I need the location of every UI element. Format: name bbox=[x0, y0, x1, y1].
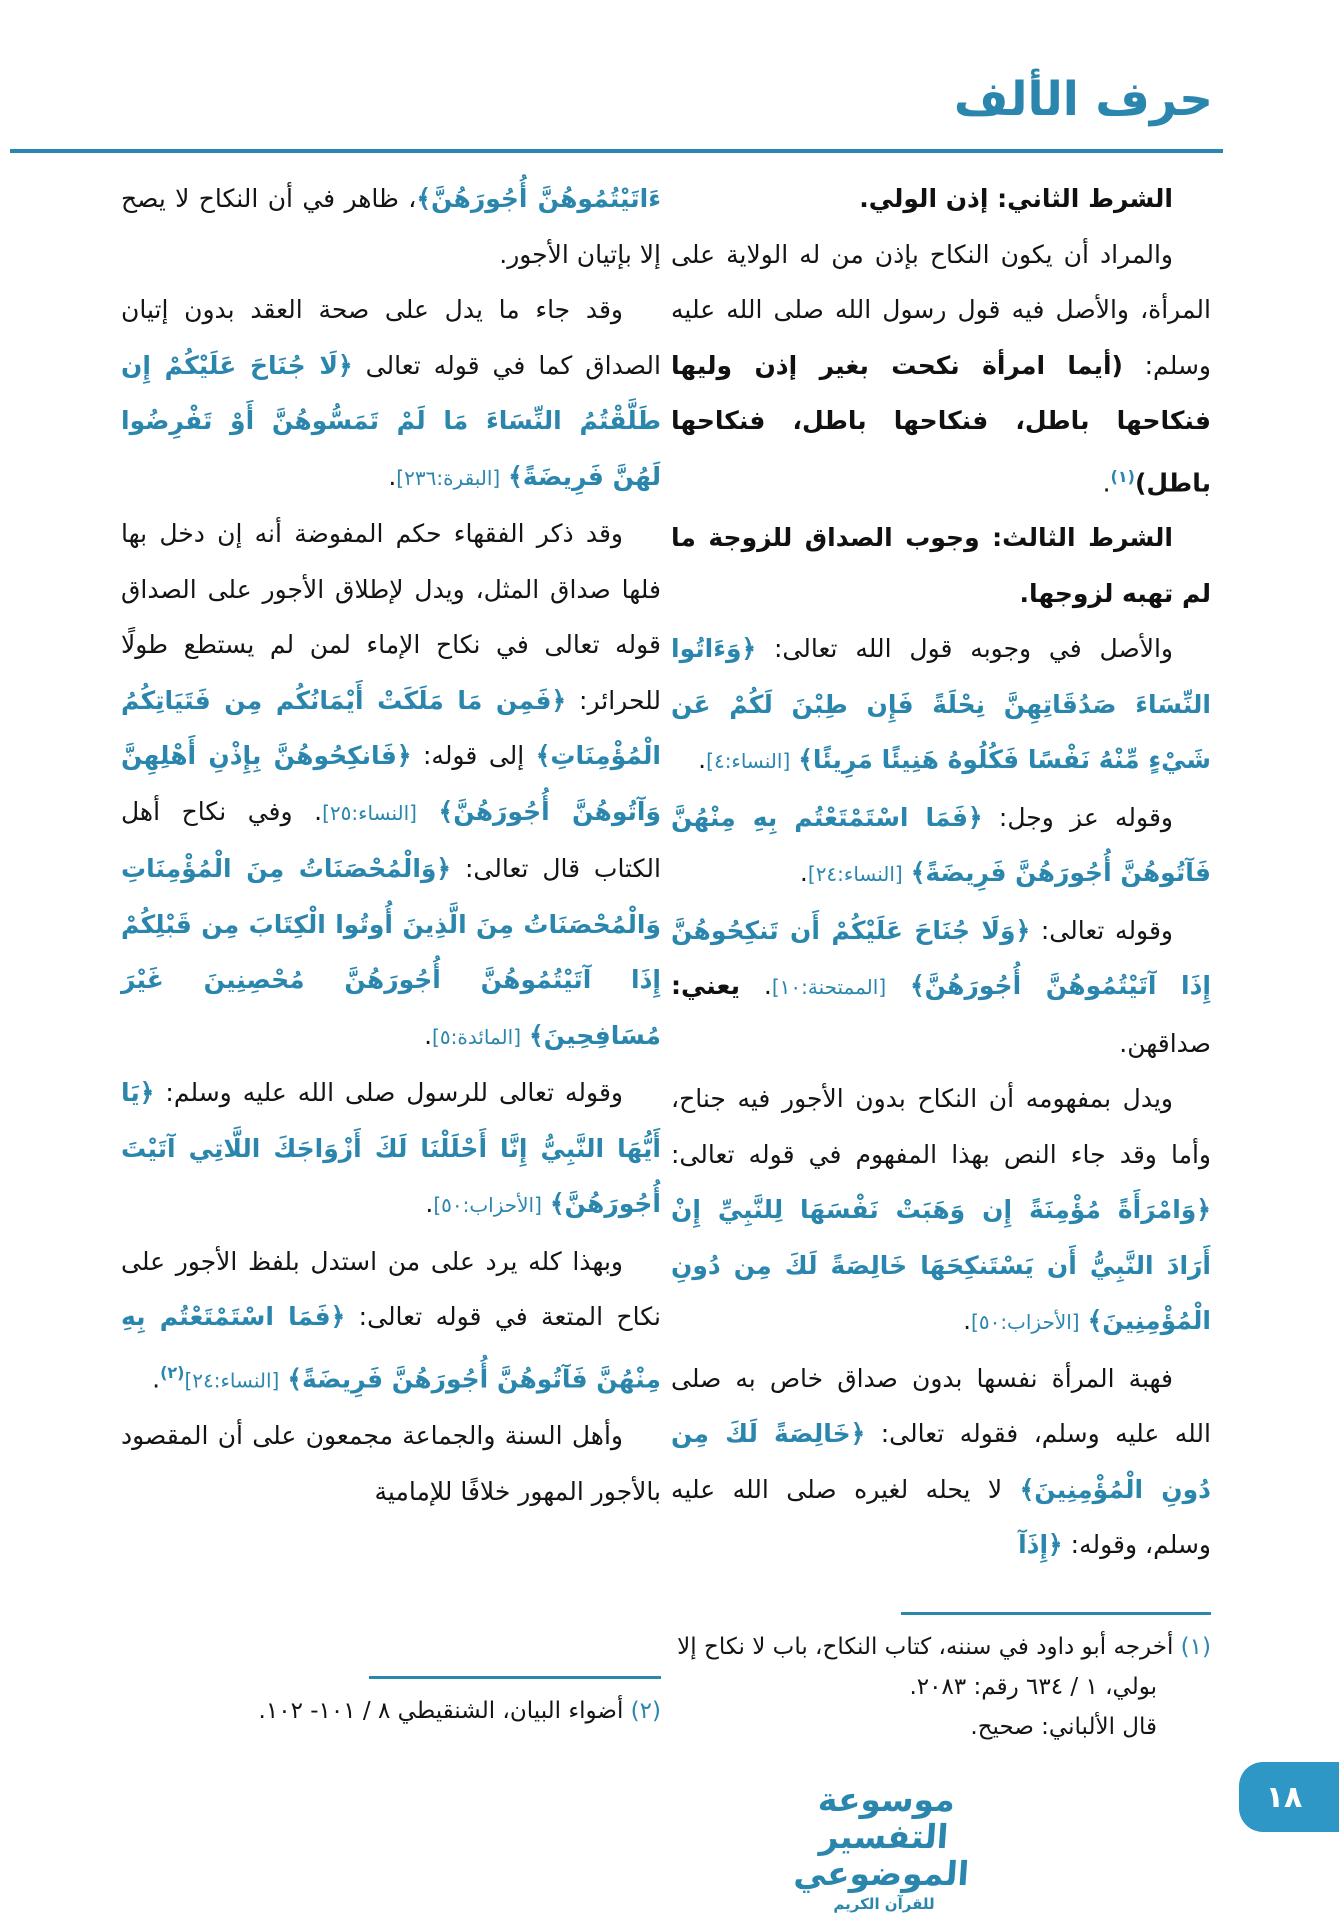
quran-verse: ﴿وَلَا جُنَاحَ عَلَيْكُمْ أَن تَنكِحُوهُنَّ إِذَا آتَيْتُمُوهُنَّ أُجُورَهُنَّ﴾ bbox=[671, 915, 1211, 1001]
text-run: وأهل السنة والجماعة مجمعون على أن المقصود بالأجور المهور خلافًا للإمامية bbox=[121, 1421, 661, 1506]
paragraph bbox=[671, 1351, 1211, 1573]
footnote-marker: (١) bbox=[1110, 466, 1135, 486]
quran-verse: ﴿وَءَاتُوا النِّسَاءَ صَدُقَاتِهِنَّ نِحْلَةً فَإِن طِبْنَ لَكُمْ عَن شَيْءٍ مِّنْهُ نَفْسًا فَكُلُوهُ هَنِيئًا مَرِيئًا﴾ bbox=[671, 634, 1211, 775]
quran-verse: ﴿فَمَا اسْتَمْتَعْتُم بِهِ مِنْهُنَّ فَآتُوهُنَّ أُجُورَهُنَّ فَرِيضَةً﴾ bbox=[121, 1302, 661, 1393]
text-run bbox=[886, 971, 910, 1000]
paragraph bbox=[121, 1408, 661, 1519]
text-run: قال الألباني: صحيح. bbox=[970, 1714, 1157, 1740]
text-run bbox=[1080, 1306, 1088, 1335]
quran-verse: ﴿يَا أَيُّهَا النَّبِيُّ إِنَّا أَحْلَلْنَا لَكَ أَزْوَاجَكَ اللَّاتِي آتَيْتَ أُجُورَهُنَّ﴾ bbox=[121, 1078, 661, 1218]
publisher-logo-title: موسوعة التفسير الموضوعي bbox=[792, 1780, 971, 1893]
emphasized-text: الشرط الثاني: إذن الولي. bbox=[859, 184, 1173, 213]
quran-verse: ﴿فَانكِحُوهُنَّ بِإِذْنِ أَهْلِهِنَّ وَآتُوهُنَّ أُجُورَهُنَّ﴾ bbox=[121, 741, 662, 826]
paragraph bbox=[121, 1065, 661, 1234]
text-run: . bbox=[799, 858, 808, 888]
text-run: ويدل بمفهومه أن النكاح بدون الأجور فيه جناح، وأما وقد جاء النص بهذا المفهوم في قوله تعالى: bbox=[671, 1084, 1211, 1169]
text-run bbox=[521, 1021, 529, 1050]
publisher-logo bbox=[759, 1782, 1009, 1913]
verse-reference: [البقرة:٢٣٦] bbox=[396, 465, 501, 490]
footnotes-left bbox=[121, 1676, 661, 1731]
text-run: وقد جاء ما يدل على صحة العقد بدون إتيان الصداق كما في قوله تعالى bbox=[121, 295, 661, 380]
text-run bbox=[903, 858, 911, 887]
page-number-badge bbox=[1239, 1762, 1339, 1832]
text-run bbox=[417, 797, 439, 826]
text-run: أضواء البيان، الشنقيطي ٨ / ١٠١- ١٠٢. bbox=[258, 1698, 631, 1724]
verse-reference: [النساء:٢٤] bbox=[807, 862, 903, 887]
text-run bbox=[542, 1189, 550, 1218]
paragraph bbox=[671, 790, 1211, 903]
quran-verse: ﴿لَا جُنَاحَ عَلَيْكُمْ إِن طَلَّقْتُمُ النِّسَاءَ مَا لَمْ تَمَسُّوهُنَّ أَوْ تَفْرِضُوا لَهُنَّ فَرِيضَةً﴾ bbox=[121, 350, 661, 491]
emphasized-text: (أيما امرأة نكحت بغير إذن وليها فنكاحها باطل، فنكاحها باطل، فنكاحها باطل) bbox=[671, 350, 1211, 497]
quran-verse: ﴿فَمَا اسْتَمْتَعْتُم بِهِ مِنْهُنَّ فَآتُوهُنَّ أُجُورَهُنَّ فَرِيضَةً﴾ bbox=[671, 802, 1211, 888]
emphasized-text: الشرط الثالث: وجوب الصداق للزوجة ما لم تهبه لزوجها. bbox=[671, 523, 1211, 608]
footnote-number: (٢) bbox=[630, 1698, 661, 1724]
section-heading-2 bbox=[671, 171, 1211, 227]
footnotes-right bbox=[671, 1612, 1211, 1747]
text-run bbox=[500, 462, 508, 491]
text-run: . bbox=[425, 1189, 434, 1218]
paragraph bbox=[671, 1071, 1211, 1351]
footnote-left-text bbox=[121, 1691, 661, 1731]
verse-reference: [المائدة:٥] bbox=[432, 1024, 521, 1049]
footnote-separator bbox=[369, 1676, 661, 1679]
column-right bbox=[671, 171, 1211, 1612]
quran-verse: ﴿إِذَآ bbox=[1018, 1530, 1063, 1560]
footnote-1 bbox=[671, 1627, 1211, 1747]
quran-verse: ﴿وَامْرَأَةً مُؤْمِنَةً إِن وَهَبَتْ نَفْسَهَا لِلنَّبِيِّ إِنْ أَرَادَ النَّبِيُّ أَن يَسْتَنكِحَهَا خَالِصَةً لَكَ مِن دُونِ الْمُؤْمِنِينَ﴾ bbox=[671, 1195, 1211, 1336]
footnote-number: (١) bbox=[1180, 1634, 1211, 1660]
text-run: وقوله عز وجل: bbox=[982, 802, 1173, 832]
header-rule bbox=[10, 149, 1223, 153]
section-heading-3 bbox=[671, 510, 1211, 621]
text-run: أخرجه أبو داود في سننه، كتاب النكاح، باب لا نكاح إلا بولي، ١ / ٦٣٤ رقم: ٢٠٨٣. bbox=[677, 1634, 1181, 1700]
page-number: ١٨ bbox=[1265, 1779, 1303, 1815]
text-run: والأصل في وجوبه قول الله تعالى: bbox=[756, 634, 1173, 664]
text-run: . bbox=[424, 1020, 433, 1050]
text-run: . bbox=[388, 461, 397, 491]
column-left bbox=[121, 171, 661, 1646]
footnote-marker: (٢) bbox=[160, 1362, 185, 1382]
paragraph bbox=[671, 621, 1211, 790]
text-run: وقوله تعالى للرسول صلى الله عليه وسلم: bbox=[154, 1078, 623, 1107]
paragraph bbox=[121, 506, 661, 1065]
emphasized-text: يعني: bbox=[671, 971, 740, 1001]
text-run: وقوله تعالى: bbox=[1030, 915, 1173, 945]
verse-reference: [النساء:٢٥] bbox=[322, 800, 417, 825]
quran-verse: ﴿وَالْمُحْصَنَاتُ مِنَ الْمُؤْمِنَاتِ وَالْمُحْصَنَاتُ مِنَ الَّذِينَ أُوتُوا الْكِتَابَ مِن قَبْلِكُمْ إِذَا آتَيْتُمُوهُنَّ أُجُورَهُنَّ مُحْصِنِينَ غَيْرَ مُسَافِحِينَ﴾ bbox=[121, 854, 661, 1050]
quran-verse: ﴿فَمِن مَا مَلَكَتْ أَيْمَانُكُم مِن فَتَيَاتِكُمُ الْمُؤْمِنَاتِ﴾ bbox=[121, 685, 661, 770]
text-run: إلى قوله: bbox=[411, 741, 536, 770]
paragraph bbox=[121, 282, 661, 506]
page-header-title: حرف الألف bbox=[953, 72, 1213, 127]
footnote-2 bbox=[121, 1691, 661, 1731]
text-run: . bbox=[740, 971, 772, 1001]
text-run: صداقهن. bbox=[1119, 1028, 1211, 1058]
footnote-separator bbox=[901, 1612, 1211, 1615]
quran-verse: ﴿خَالِصَةً لَكَ مِن دُونِ الْمُؤْمِنِينَ﴾ bbox=[671, 1419, 1211, 1504]
paragraph bbox=[671, 227, 1211, 511]
paragraph bbox=[671, 903, 1211, 1072]
footnote-right-text bbox=[671, 1627, 1211, 1747]
text-run: والمراد أن يكون النكاح بإذن من له الولاية على المرأة، والأصل فيه قول رسول الله صلى الله عليه وسلم: bbox=[671, 239, 1211, 380]
text-run: . bbox=[1102, 467, 1111, 497]
text-run: . bbox=[152, 1363, 161, 1393]
publisher-logo-subtitle: للقرآن الكريم bbox=[833, 1894, 935, 1913]
quran-verse: ءَاتَيْتُمُوهُنَّ أُجُورَهُنَّ﴾ bbox=[416, 184, 661, 213]
paragraph bbox=[121, 171, 661, 282]
verse-reference: [الأحزاب:٥٠] bbox=[433, 1193, 542, 1217]
text-run: فهبة المرأة نفسها بدون صداق خاص به صلى الله عليه وسلم، فقوله تعالى: bbox=[671, 1363, 1211, 1449]
verse-reference: [الأحزاب:٥٠] bbox=[971, 1310, 1080, 1335]
text-run: وقد ذكر الفقهاء حكم المفوضة أنه إن دخل بها فلها صداق المثل، ويدل لإطلاق الأجور على الصداق قوله تعالى في نكاح الإماء لمن لم يستطع طولًا للحرائر: bbox=[121, 519, 661, 715]
text-run: . bbox=[963, 1306, 972, 1336]
text-run: . bbox=[698, 745, 707, 775]
text-run: . وفي نكاح أهل الكتاب قال تعالى: bbox=[121, 796, 661, 883]
verse-reference: [الممتحنة:١٠] bbox=[771, 975, 887, 1000]
verse-reference: [النساء:٤] bbox=[706, 749, 791, 774]
text-run: لا يحله لغيره صلى الله عليه وسلم، وقوله: bbox=[671, 1474, 1211, 1560]
text-run: ، ظاهر في أن النكاح لا يصح إلا بإتيان الأجور. bbox=[121, 184, 661, 269]
paragraph bbox=[121, 1234, 661, 1409]
verse-reference: [النساء:٢٤] bbox=[184, 1367, 280, 1392]
text-run: وبهذا كله يرد على من استدل بلفظ الأجور على نكاح المتعة في قوله تعالى: bbox=[121, 1246, 661, 1331]
